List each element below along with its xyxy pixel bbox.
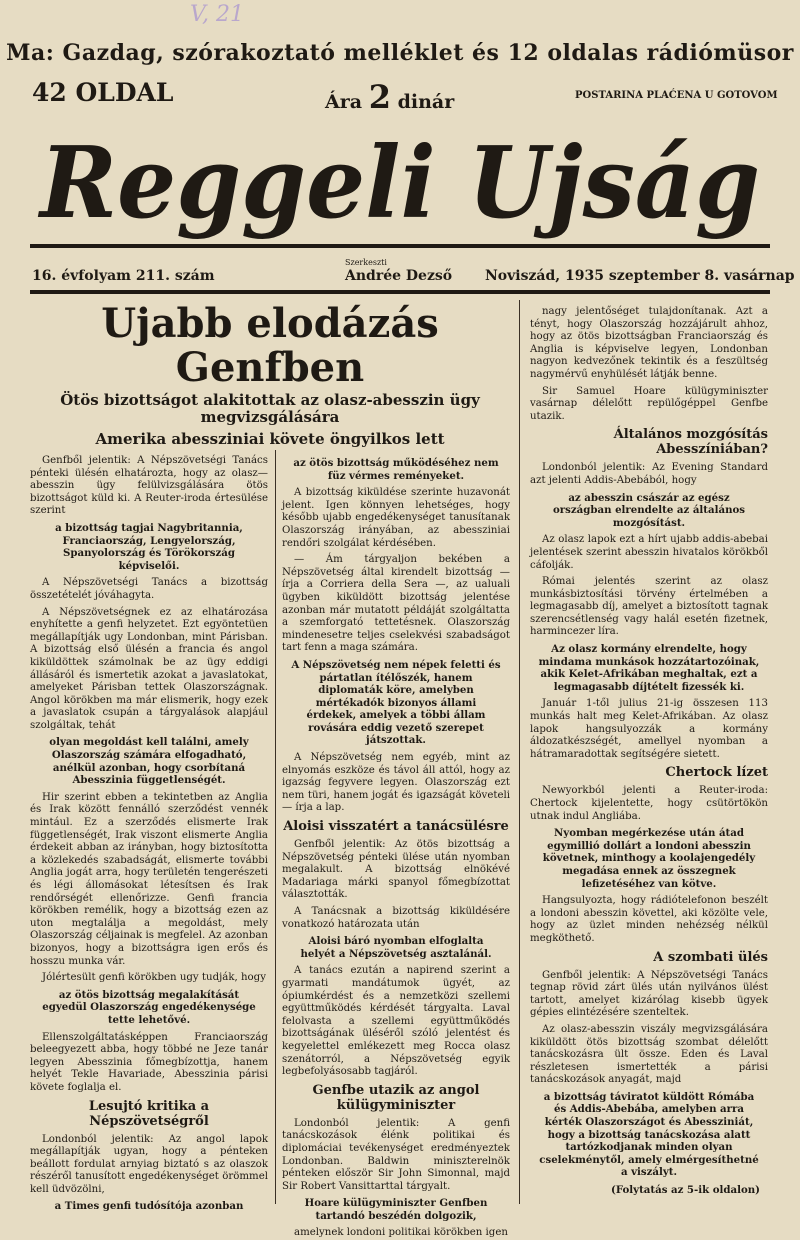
bold-paragraph: A Népszövetség nem népek feletti és pártatlan ítélőszék, hanem diplomaták köre, amelyben mértékadók bizonyos állami érdekek, amelyek a többi állam rovására eddig vezető szerepet játszottak. [291, 658, 501, 747]
paragraph: Az olasz-abesszin viszály megvizsgálására kiküldött ötös bizottság szombat délelőtt tanácskozásra ült össze. Eden és Laval részletesen ismertették a párisi tanácskozások anyagát, majd [530, 1023, 768, 1086]
bold-paragraph: az ötös bizottság működéséhez nem füz vérmes reményeket. [293, 457, 499, 482]
bold-paragraph: a Times genfi tudósítója azonban [54, 1200, 244, 1213]
paragraph: Genfből jelentik: A Népszövetségi Tanács pénteki ülésén elhatározta, hogy az olasz—abesszin ügy felülvizsgálására ötös bizottságot küld ki. A Reuter-iroda értesülése szerint [30, 455, 268, 517]
paragraph: Sir Samuel Hoare külügyminiszter vasárnap délelőtt repülőgéppel Genfbe utazik. [530, 385, 768, 422]
editor-label: Szerkeszti [345, 258, 387, 267]
paragraph: Hangsulyozta, hogy rádiótelefonon beszélt a londoni abesszin követtel, aki közölte vele, hogy az üzlet minden nehézség nélkül megköthető. [530, 895, 768, 944]
paragraph: A Népszövetségi Tanács a bizottság összetételét jóváhagyta. [30, 577, 268, 601]
bold-paragraph: olyan megoldást kell találni, amely Olaszország számára elfogadható, anélkül azonban, hogy csorbítaná Abesszinia függetlenségét. [49, 736, 249, 787]
price [325, 78, 454, 116]
headline-line2: Genfben [175, 344, 365, 391]
dateline-rule [30, 290, 770, 294]
column-2 [282, 455, 510, 1239]
paragraph: A tanács ezután a napirend szerint a gyarmati mandátumok ügyét, az ópiumkérdést és a nemzetközi szellemi együttműködés kérdését tárgyalta. Laval felolvasta a szellemi együttműködés bizottságának üléséről szóló jelentést és kegyelettel emlékezett meg Rocca olasz szenátorról, a Népszövetség egyik legbefolyásosabb tagjáról. [282, 965, 510, 1078]
paragraph: — Ám tárgyaljon bekében a Népszövetség által kirendelt bizottság — írja a Corriera della Sera —, az ualuali ügyben kiküldött bizottság jelentése azonban már mutatott példáját szolgáltatta a szemforgató tettetésnek. Olaszország mindenesetre teljes cselekvési szabadságot tart fenn a maga számára. [282, 554, 510, 654]
bold-paragraph: Aloisi báró nyomban elfoglalta helyét a Népszövetség asztalánál. [300, 935, 492, 960]
paragraph: Római jelentés szerint az olasz munkásbiztosítási törvény értelmében a legmagasabb díj, amelyet a biztosított tagnak szerencsétlenség vagy halál esetén fizetnek, harmincezer líra. [530, 576, 768, 638]
bold-paragraph: Nyomban megérkezése után átad egymillió dollárt a londoni abesszin követnek, minthogy a koolajengedély megadása ennek az összegnek lefizetéséhez van kötve. [542, 827, 756, 890]
section-heading: Genfbe utazik az angol külügyminiszter [312, 1082, 480, 1113]
column-1 [30, 455, 268, 1213]
bold-paragraph: a bizottság táviratot küldött Rómába és Addis-Abebába, amelyben arra kérték Olaszországot és Abessziniát, hogy a bizottság tanácskozása alatt tartózkodjanak minden olyan cselekménytől, amely elmérgesíthetné a viszályt. [539, 1090, 759, 1179]
paragraph: A Népszövetség nem egyéb, mint az elnyomás eszköze és távol áll attól, hogy az igazság fegyvere legyen. Olaszország ezt nem türi, hanem jogát és igazságát követeli — írja a lap. [282, 752, 510, 814]
page-count: 42 OLDAL [32, 78, 174, 107]
bold-paragraph: Az olasz kormány elrendelte, hogy mindama munkások hozzátartozóinak, akik Kelet-Afrikában meghaltak, ezt a legmagasabb díjtételt fizessék ki. [538, 643, 760, 693]
bold-paragraph: a bizottság tagjai Nagybritannia, Franciaország, Lengyelország, Spanyolország és Törökország képviselői. [55, 521, 243, 572]
paragraph: Londonból jelentik: Az angol lapok megállapítják ugyan, hogy a pénteken beállott fordulat arnyiag biztató s az olaszok részéről tanusított engedékenységet örömmel kell üdvözölni, [30, 1133, 268, 1195]
subheadline-2: Amerika abessziniai követe öngyilkos lett [95, 430, 445, 448]
paragraph: A Tanácsnak a bizottság kiküldésére vonatkozó határozata után [282, 906, 510, 930]
paragraph: amelynek londoni politikai körökben igen [294, 1227, 508, 1239]
paragraph: Jólértesült genfi körökben ugy tudják, hogy [42, 972, 266, 984]
paragraph: A bizottság kiküldése szerinte huzavonát jelent. Igen könnyen lehetséges, hogy később ujabb engedékenységet tanusítanak Olaszország irányában, az abessziniai rendőri szolgálat kérdésében. [282, 487, 510, 549]
price-prefix: Ára [325, 91, 363, 113]
section-heading: Általános mozgósítás Abesszíniában? [613, 427, 768, 458]
paragraph: A Népszövetségnek ez az elhatározása enyhítette a genfi helyzetet. Ezt egyöntetüen megállapítják ugy Londonban, mint Párisban. A bizottság első ülésén a francia és angol kiküldöttek számolnak be az ügy eddigi állásáról és ismertetik azokat a javaslatokat, amelyeket Párisban tettek Olaszországnak. Angol körökben ma már elismerik, hogy ezek a javaslatok csupán a tárgyalások alapjául szolgáltak, tehát [30, 606, 268, 731]
postal-note: POSTARINA PLAĆENA U GOTOVOM [575, 90, 778, 101]
paragraph: Ellenszolgáltatásképpen Franciaország beleegyezett abba, hogy többé ne Jeze tanár legyen Abesszinia főmegbízottja, hanem helyét Tekle Havariade, Abesszinia párisi követe foglalja el. [30, 1031, 268, 1093]
column-divider [275, 450, 276, 1204]
paragraph: Newyorkból jelenti a Reuter-iroda: Chertock kijelentette, hogy csütörtökön utnak indul Angliába. [530, 785, 768, 822]
bold-paragraph: az abesszin császár az egész országban elrendelte az általános mozgósítást. [552, 491, 746, 529]
continuation-note: (Folytatás az 5-ik oldalon) [611, 1184, 760, 1197]
section-heading: Aloisi visszatért a tanácsülésre [283, 819, 509, 835]
paragraph: Genfből jelentik: A Népszövetségi Tanács tegnap rövid zárt ülés után nyilvános ülést tartott, amelyet kizárólag kisebb ügyek gépies elintézésére szenteltek. [530, 969, 768, 1019]
price-unit: dinár [397, 91, 455, 113]
headline-line1: Ujabb elodázás [101, 300, 439, 347]
paragraph: Január 1-től julius 21-ig összesen 113 munkás halt meg Kelet-Afrikában. Az olasz lapok hangsulyozzák a kormány áldozatkészségét, amellyel nyomban a hátramaradottak segítségére sietett. [530, 698, 768, 760]
column-3 [530, 306, 768, 1203]
handwritten-mark: V, 21 [190, 2, 245, 27]
dateline: Noviszád, 1935 szeptember 8. vasárnap [485, 268, 795, 284]
column-divider [519, 300, 520, 1204]
main-headline [30, 302, 510, 390]
editor-name: Andrée Dezső [345, 268, 453, 284]
masthead-title: Reggeli Ujság [37, 126, 761, 241]
masthead-logo [30, 112, 770, 247]
paragraph: Genfből jelentik: Az ötös bizottság a Népszövetség pénteki ülése után nyomban megalakult. A bizottság elnökévé Madariaga márki spanyol főmegbízottat választották. [282, 839, 510, 901]
subheadline: Ötös bizottságot alakitottak az olasz-abesszin ügy megvizsgálására [60, 391, 480, 426]
section-heading: Lesujtó kritika a Népszövetségről [88, 1098, 210, 1129]
paragraph: Londonból jelentik: A genfi tanácskozások élénk politikai és diplomáciai tevékenységet eredményeztek Londonban. Baldwin miniszterelnök pénteken először Sir John Simonnal, majd Sir Robert Vansittarttal tárgyalt. [282, 1117, 510, 1192]
paragraph: Hir szerint ebben a tekintetben az Anglia és Irak között fennálló szerződést vennék mintául. Ez a szerződés elismerte Irak függetlenségét, Irak viszont elismerte Anglia érdekeit abban az irányban, hogy biztosította a közlekedés szabadságát, elismerte további Anglia jogát arra, hogy területén tengerészeti és légi állomásokat létesítsen és Irak rendőrségét ellenőrizze. Genfi francia körökben remélik, hogy a bizottság ezen az uton megtalálja a megoldást, mely Olaszország céljainak is megfelel. Az azonban bizonyos, hogy a bizottságra igen erős és hosszu munka vár. [30, 791, 268, 967]
paragraph: Az olasz lapok ezt a hírt ujabb addis-abebai jelentések szerint abesszin hivatalos körökből cáfolják. [530, 534, 768, 571]
section-heading: Chertock lízet [665, 765, 768, 781]
section-heading: A szombati ülés [653, 949, 768, 965]
masthead-rule [30, 244, 770, 248]
bold-paragraph: az ötös bizottság megalakítását egyedül Olaszország engedékenysége tette lehetővé. [42, 988, 256, 1026]
paragraph: Londonból jelentik: Az Evening Standard azt jelenti Addis-Abebából, hogy [530, 462, 768, 486]
bold-paragraph: Hoare külügyminiszter Genfben tartandó beszédén dolgozik, [304, 1197, 488, 1222]
price-number: 2 [368, 78, 391, 116]
paragraph: nagy jelentőséget tulajdonítanak. Azt a tényt, hogy Olaszország hozzájárult ahhoz, hogy az ötös bizottságban Franciaország és Anglia is képviselve legyen, Londonban nagyon kedvezőnek tekintik és a feszültség nagymérvű enyhülését látják benne. [530, 306, 768, 380]
supplement-banner: Ma: Gazdag, szórakoztató melléklet és 12 oldalas rádiómüsor [6, 40, 794, 66]
volume-number: 16. évfolyam 211. szám [32, 268, 215, 284]
